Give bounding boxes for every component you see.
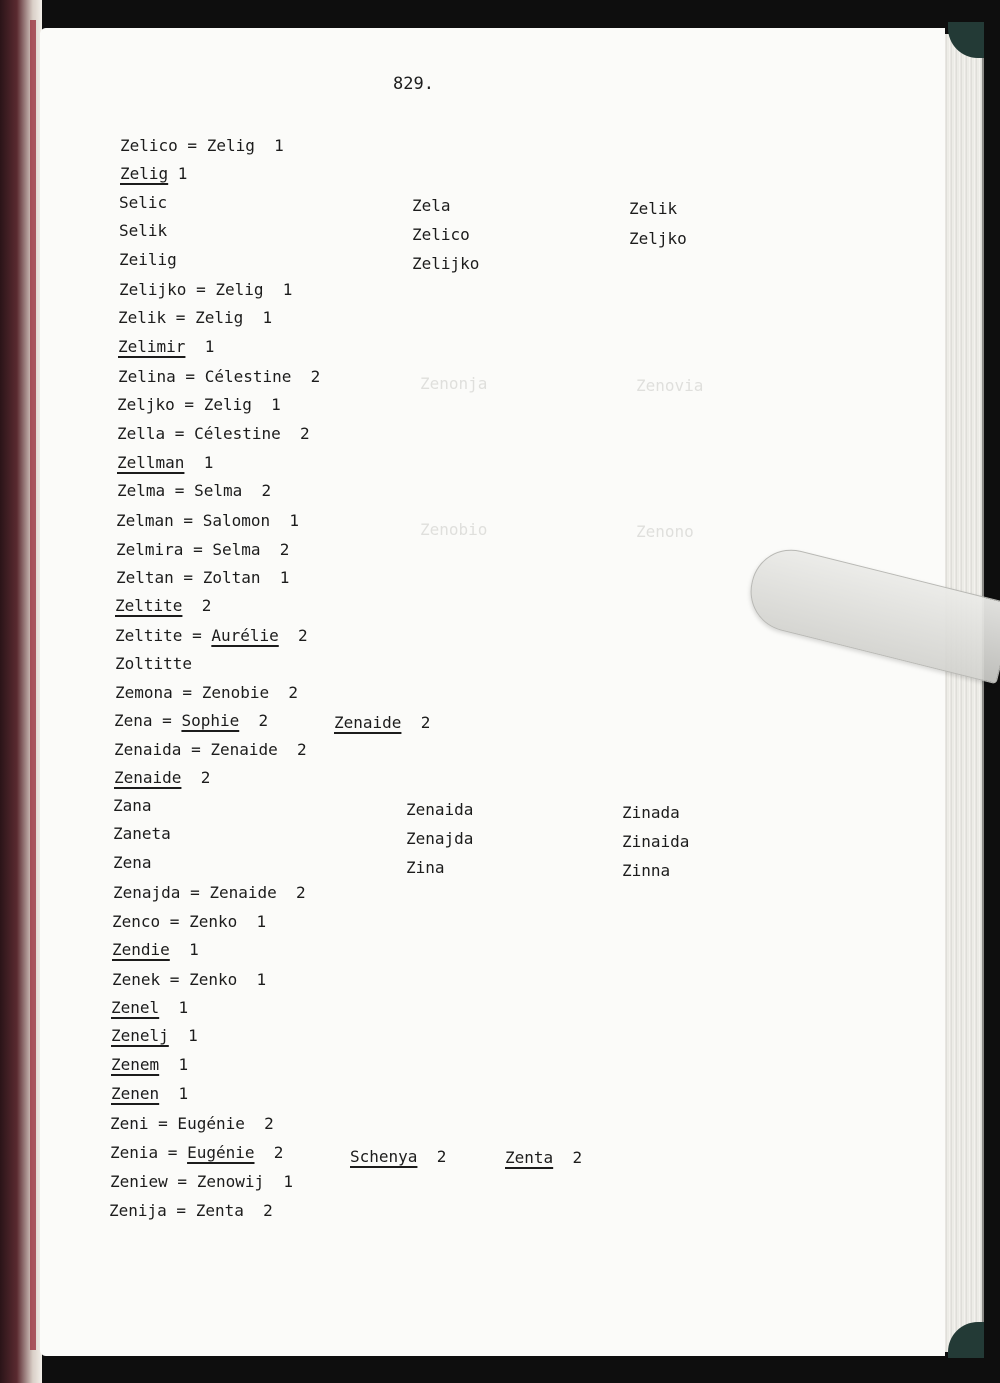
zena-extra <box>334 713 430 733</box>
entry-underlined-name: Zelig <box>120 164 169 183</box>
entry-text: Zenija = Zenta 2 <box>109 1201 273 1220</box>
entry-text: Zenia = <box>110 1143 188 1162</box>
entry-count: 1 <box>185 337 215 356</box>
show-through-text: Zenovia <box>636 376 704 395</box>
entry-text: Zena <box>113 853 152 872</box>
entry-line <box>113 796 152 816</box>
entry-underlined-name: Sophie <box>181 711 240 730</box>
entry-line <box>113 883 306 903</box>
variant-zelik: Zelik <box>629 199 678 218</box>
entry-line <box>112 940 199 960</box>
entry-text: Zenaida = Zenaide 2 <box>114 740 307 759</box>
entry-text: Zena = <box>114 711 182 730</box>
entry-text: Zelico = Zelig 1 <box>120 136 284 155</box>
entry-line <box>115 596 211 616</box>
zena-extra-count: 2 <box>420 713 431 732</box>
entry-text: Zenajda = Zenaide 2 <box>113 883 306 902</box>
entry-underlined-name: Zenelj <box>111 1026 169 1045</box>
entry-underlined-name: Zeltite <box>115 596 183 615</box>
zenia-extra-schenya <box>350 1147 446 1167</box>
entry-text: Zella = Célestine 2 <box>117 424 310 443</box>
entry-line <box>116 511 299 531</box>
zenia-extra-zenta-count: 2 <box>572 1148 583 1167</box>
entry-line <box>119 193 167 213</box>
entry-text: Selic <box>119 193 168 212</box>
entry-count: 1 <box>184 453 214 472</box>
entry-line <box>120 164 187 184</box>
entry-text: Zelijko = Zelig 1 <box>119 280 293 299</box>
variant-zelico: Zelico <box>412 225 470 244</box>
zenia-extra-zenta <box>505 1148 582 1168</box>
page-number: 829. <box>393 74 434 94</box>
entry-underlined-name: Zellman <box>117 453 185 472</box>
entry-text: Selik <box>119 221 168 240</box>
entry-count: 2 <box>181 768 211 787</box>
entry-line <box>116 568 289 588</box>
variant-zela: Zela <box>412 196 451 215</box>
entry-count: 2 <box>278 626 308 645</box>
entry-count: 1 <box>169 940 199 959</box>
entry-underlined-name: Zenen <box>111 1084 160 1103</box>
entry-underlined-name: Zelimir <box>118 337 186 356</box>
entry-text: Zenco = Zenko 1 <box>112 912 267 931</box>
book-binding-left <box>0 0 42 1383</box>
entry-line <box>118 308 272 328</box>
entry-text: Zelina = Célestine 2 <box>118 367 321 386</box>
entry-line <box>117 453 213 473</box>
zenia-extra-schenya-name: Schenya <box>350 1147 418 1166</box>
entry-text: Zelman = Salomon 1 <box>116 511 300 530</box>
entry-text: Zeniew = Zenowij 1 <box>110 1172 294 1191</box>
entry-underlined-name: Zenaide <box>114 768 182 787</box>
entry-text: Zelik = Zelig 1 <box>118 308 273 327</box>
entry-line <box>111 1055 188 1075</box>
entry-underlined-name: Eugénie <box>187 1143 255 1162</box>
entry-line <box>110 1143 283 1163</box>
entry-line <box>112 912 266 932</box>
entry-line <box>111 1084 188 1104</box>
entry-line <box>119 280 292 300</box>
variant-zeljko: Zeljko <box>629 229 687 248</box>
entry-line <box>116 540 289 560</box>
entry-text: Zeljko = Zelig 1 <box>117 395 281 414</box>
entry-text: Zeilig <box>119 250 177 269</box>
entry-line <box>110 1114 274 1134</box>
entry-line <box>111 998 188 1018</box>
entry-line <box>113 824 171 844</box>
entry-line <box>115 626 308 646</box>
entry-text: Zenek = Zenko 1 <box>112 970 267 989</box>
variant-zelijko: Zelijko <box>412 254 480 273</box>
variant-zina: Zina <box>406 858 445 877</box>
entry-count: 2 <box>239 711 269 730</box>
variant-zinna: Zinna <box>622 861 671 880</box>
entry-text: Zelmira = Selma 2 <box>116 540 290 559</box>
entry-line <box>119 221 167 241</box>
entry-text: Zeni = Eugénie 2 <box>110 1114 274 1133</box>
entry-line <box>118 367 320 387</box>
entry-line <box>114 740 307 760</box>
show-through-text: Zenobio <box>420 520 488 539</box>
variant-zinada: Zinada <box>622 803 680 822</box>
entry-line <box>110 1172 293 1192</box>
entry-count: 1 <box>168 1026 198 1045</box>
entry-text: Zelma = Selma 2 <box>117 481 272 500</box>
entry-count: 1 <box>159 1084 189 1103</box>
entry-underlined-name: Zendie <box>112 940 170 959</box>
entry-line <box>114 711 268 731</box>
entry-underlined-name: Zenem <box>111 1055 160 1074</box>
entry-line <box>118 337 214 357</box>
entry-count: 2 <box>182 596 212 615</box>
entry-line <box>117 481 271 501</box>
entry-text: Zaneta <box>113 824 171 843</box>
show-through-text: Zenonja <box>420 374 488 393</box>
entry-count: 1 <box>159 1055 189 1074</box>
entry-line <box>119 250 177 270</box>
entry-line <box>115 654 192 674</box>
zena-extra-name: Zenaide <box>334 713 402 732</box>
entry-line <box>117 424 310 444</box>
entry-line <box>109 1201 273 1221</box>
entry-line <box>111 1026 198 1046</box>
variant-zenajda: Zenajda <box>406 829 474 848</box>
zenia-extra-zenta-name: Zenta <box>505 1148 554 1167</box>
entry-count: 1 <box>159 998 189 1017</box>
entry-line <box>120 136 284 156</box>
entry-text: Zoltitte <box>115 654 193 673</box>
entry-line <box>112 970 266 990</box>
entry-text: Zeltan = Zoltan 1 <box>116 568 290 587</box>
zenia-extra-schenya-count: 2 <box>436 1147 447 1166</box>
show-through-text: Zenono <box>636 522 694 541</box>
entry-text: Zemona = Zenobie 2 <box>115 683 299 702</box>
entry-text: Zana <box>113 796 152 815</box>
variant-zinaida: Zinaida <box>622 832 690 851</box>
entry-line <box>115 683 298 703</box>
entry-count: 1 <box>168 164 188 183</box>
entry-line <box>113 853 152 873</box>
binding-edge <box>30 20 36 1350</box>
entry-count: 2 <box>254 1143 284 1162</box>
entry-underlined-name: Zenel <box>111 998 160 1017</box>
entry-line <box>117 395 281 415</box>
variant-zenaida: Zenaida <box>406 800 474 819</box>
entry-underlined-name: Aurélie <box>211 626 279 645</box>
entry-line <box>114 768 210 788</box>
entry-text: Zeltite = <box>115 626 212 645</box>
